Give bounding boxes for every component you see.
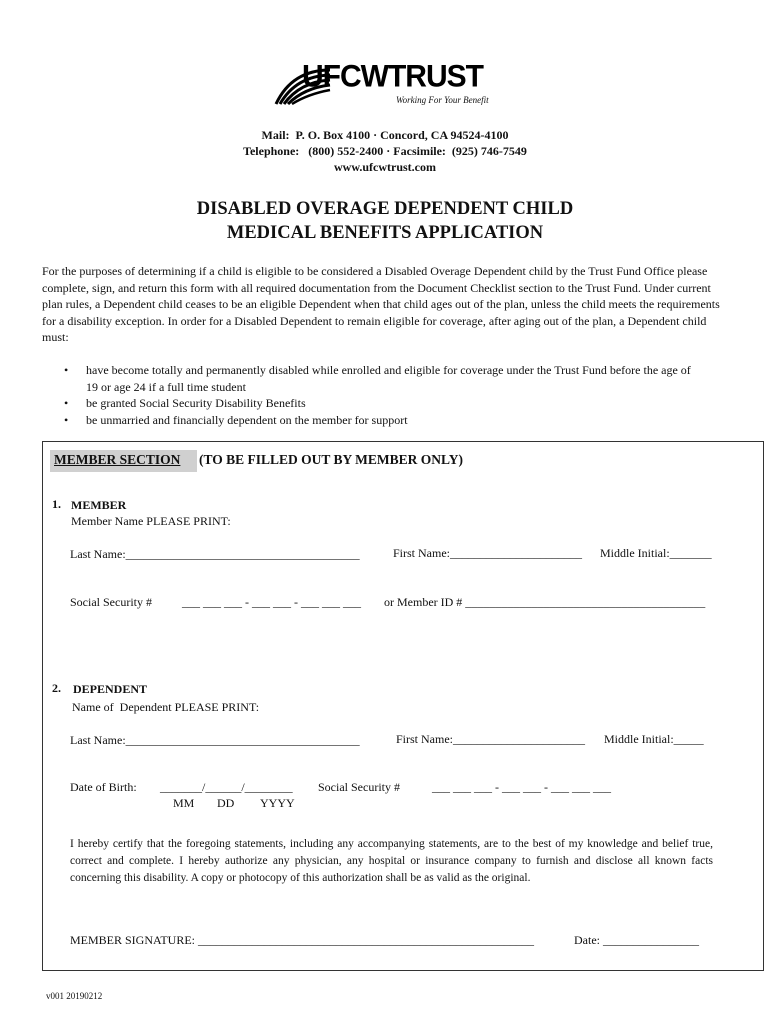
logo-tagline: Working For Your Benefit bbox=[396, 95, 489, 105]
list-item: • be granted Social Security Disability Benefits bbox=[64, 396, 306, 410]
member-signature-field[interactable]: MEMBER SIGNATURE: ________________________________________________________ bbox=[70, 933, 535, 947]
dependent-ssn-field[interactable]: ___ ___ ___ - ___ ___ - ___ ___ ___ bbox=[432, 780, 611, 794]
website: www.ufcwtrust.com bbox=[334, 160, 436, 174]
member-ssn-label: Social Security # bbox=[70, 595, 152, 609]
member-last-name-field[interactable]: Last Name:_______________________________________ bbox=[70, 547, 360, 561]
dob-mm-caption: MM bbox=[173, 796, 195, 810]
intro-paragraph: For the purposes of determining if a child is eligible to be considered a Disabled Overage Dependent child by the Trust Fund Office please complete, sign, and return this form with all required documentation from the Document Checklist section to the Trust Fund. Under current plan rules, a Dependent child ceases to be an eligible Dependent when that child ages out of the plan, unless the child meets the requirements for a disability exception. In order for a Disabled Dependent to remain eligible for coverage, after aging out of the plan, a Dependent child must: bbox=[42, 264, 720, 344]
member-id-field[interactable]: or Member ID # ________________________________________ bbox=[384, 595, 706, 609]
dependent-name-prompt: Name of Dependent PLEASE PRINT: bbox=[72, 700, 260, 714]
dob-yyyy-caption: YYYY bbox=[260, 796, 295, 810]
dependent-first-name-field[interactable]: First Name:______________________ bbox=[396, 732, 585, 746]
list-item: • be unmarried and financially dependent on the member for support bbox=[64, 412, 408, 427]
member-first-name-field[interactable]: First Name:______________________ bbox=[393, 546, 582, 560]
mailing-address: Mail: P. O. Box 4100 · Concord, CA 94524-4100 bbox=[261, 128, 509, 142]
dependent-last-name-field[interactable]: Last Name:_______________________________________ bbox=[70, 733, 360, 747]
dob-field[interactable]: _______/______/________ bbox=[160, 780, 293, 794]
dob-label: Date of Birth: bbox=[70, 780, 137, 794]
dependent-heading: DEPENDENT bbox=[73, 682, 148, 696]
form-title-line-2: MEDICAL BENEFITS APPLICATION bbox=[226, 223, 544, 243]
signature-date-field[interactable]: Date: ________________ bbox=[574, 933, 699, 947]
dob-dd-caption: DD bbox=[217, 796, 235, 810]
member-section-heading: MEMBER SECTION bbox=[50, 450, 197, 472]
form-version: v001 20190212 bbox=[46, 991, 103, 1001]
list-item: • have become totally and permanently disabled while enrolled and eligible for coverage under the Trust Fund before the age of 19 or age 24 if a full time student bbox=[64, 363, 691, 394]
dependent-middle-initial-field[interactable]: Middle Initial:_____ bbox=[604, 732, 704, 746]
dependent-number: 2. bbox=[52, 681, 61, 695]
member-middle-initial-field[interactable]: Middle Initial:_______ bbox=[600, 546, 712, 560]
member-name-prompt: Member Name PLEASE PRINT: bbox=[71, 514, 231, 528]
certification-statement: I hereby certify that the foregoing statements, including any accompanying statements, are to the best of my knowledge and belief true, correct and complete. I hereby authorize any physician, any hospital or insurance company to furnish and disclose all known facts concerning this disability. A copy or photocopy of this authorization shall be as valid as the original. bbox=[70, 838, 713, 884]
member-ssn-field[interactable]: ___ ___ ___ - ___ ___ - ___ ___ ___ bbox=[182, 595, 361, 609]
form-title-line-1: DISABLED OVERAGE DEPENDENT CHILD bbox=[196, 199, 574, 219]
member-heading: MEMBER bbox=[71, 498, 127, 512]
requirements-list bbox=[64, 362, 704, 428]
member-section-note: (TO BE FILLED OUT BY MEMBER ONLY) bbox=[199, 452, 464, 467]
member-number: 1. bbox=[52, 497, 61, 511]
logo-wordmark: UFCWTRUST bbox=[302, 59, 483, 94]
phone-fax: Telephone: (800) 552-2400 · Facsimile: (925) 746-7549 bbox=[243, 144, 527, 158]
dependent-ssn-label: Social Security # bbox=[318, 780, 400, 794]
